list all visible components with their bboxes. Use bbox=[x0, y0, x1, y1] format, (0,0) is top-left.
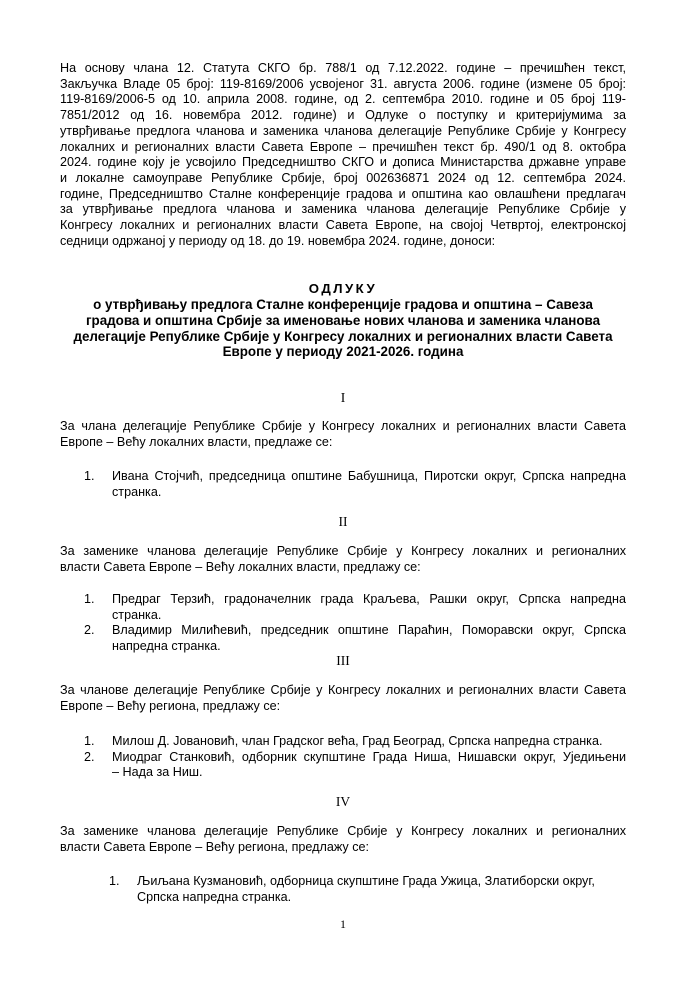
preamble-line: локалних и регионалних власти Савета Европе – пречишћен текст бр. 490/1 од 8. октобра bbox=[60, 139, 626, 154]
section-numeral: III bbox=[336, 653, 350, 668]
section-intro bbox=[60, 683, 626, 714]
preamble-line: Закључка Владе 05 број: 119-8169/2006 усвојеног 31. августа 2006. године (измене 05 број: bbox=[60, 76, 626, 91]
intro-line: власти Савета Европе – Већу локалних власти, предлажу се: bbox=[60, 559, 421, 574]
section-intro bbox=[60, 419, 626, 450]
subtitle-line: делегације Републике Србије у Конгресу локалних и регионалних власти Савета bbox=[73, 328, 613, 344]
preamble-line: Конгресу локалних и регионалних власти Савета Европе, на својој Четвртој, електронској bbox=[60, 218, 626, 233]
item-line: Миодраг Станковић, одборник скупштине Града Ниша, Нишавски округ, Уједињени bbox=[112, 749, 626, 764]
item-line: Предраг Терзић, градоначелник града Краљева, Рашки округ, Српска напредна bbox=[112, 592, 626, 606]
list-item bbox=[84, 734, 626, 750]
list-number: 1. bbox=[109, 874, 120, 888]
item-line: напредна странка. bbox=[112, 639, 221, 654]
item-line: странка. bbox=[112, 484, 162, 499]
list-number: 2. bbox=[84, 623, 95, 638]
nominee-list bbox=[84, 469, 626, 500]
preamble-line: На основу члана 12. Статута СКГО бр. 788/1 од 7.12.2022. године – пречишћен текст, bbox=[60, 61, 626, 75]
intro-line: власти Савета Европе – Већу региона, предлажу се: bbox=[60, 839, 369, 854]
preamble-line: за утврђивање предлога чланова и заменика чланова делегације Републике Србије у bbox=[60, 202, 626, 217]
item-line: странка. bbox=[112, 607, 162, 622]
decision-title: ОДЛУКУ bbox=[308, 281, 378, 296]
list-number: 2. bbox=[84, 749, 95, 764]
preamble-line: седници одржаној у периоду од 18. до 19. новембра 2024. године, доноси: bbox=[60, 233, 496, 248]
preamble-paragraph bbox=[60, 61, 626, 249]
item-line: Владимир Милићевић, председник општине Параћин, Поморавски округ, Српска bbox=[112, 623, 626, 638]
intro-line: За заменике чланова делегације Републике Србије у Конгресу локалних и регионалних bbox=[60, 544, 626, 558]
list-item bbox=[84, 623, 626, 654]
preamble-line: и локалне самоуправе Републике Србије, број 002636871 2024 од 12. септембра 2024. bbox=[60, 170, 626, 185]
section-intro bbox=[60, 544, 626, 575]
section-numeral: I bbox=[340, 390, 346, 405]
page-number: 1 bbox=[340, 917, 346, 931]
list-item bbox=[84, 469, 626, 500]
intro-line: Европе – Већу локалних власти, предлаже се: bbox=[60, 434, 333, 449]
preamble-line: 7851/2012 од 16. новембра 2012. године) и Одлуке о поступку и критеријумима за bbox=[60, 108, 626, 123]
preamble-line: 2024. године коју је усвојило Председништво СКГО и дописа Министарства државне управе bbox=[60, 155, 626, 170]
intro-line: Европе – Већу региона, предлажу се: bbox=[60, 698, 281, 713]
list-number: 1. bbox=[84, 592, 95, 606]
intro-line: За чланове делегације Републике Србије у Конгресу локалних и регионалних власти Савета bbox=[60, 683, 626, 697]
preamble-line: године, Председништво Сталне конференције градова и општина као овлашћени предлагач bbox=[60, 186, 626, 201]
list-item bbox=[109, 874, 609, 905]
list-number: 1. bbox=[84, 734, 95, 748]
preamble-line: 119-8169/2006-5 од 10. априла 2008. године, од 2. септембра 2010. године и 05 број 119- bbox=[60, 92, 626, 107]
nominee-list bbox=[109, 874, 609, 905]
item-line: Милош Д. Јовановић, члан Градског већа, Град Београд, Српска напредна странка. bbox=[112, 734, 603, 748]
subtitle-line: градова и општина Србије за именовање нових чланова и заменика чланова bbox=[85, 312, 601, 328]
list-number: 1. bbox=[84, 469, 95, 483]
intro-line: За заменике чланова делегације Републике Србије у Конгресу локалних и регионалних bbox=[60, 824, 626, 838]
section-intro bbox=[60, 824, 626, 855]
item-line: Српска напредна странка. bbox=[137, 889, 292, 904]
item-line: Љиљана Кузмановић, одборница скупштине Града Ужица, Златиборски округ, bbox=[137, 874, 595, 888]
subtitle-line: о утврђивању предлога Сталне конференције градова и општина – Савеза bbox=[93, 297, 593, 312]
intro-line: За члана делегације Републике Србије у Конгресу локалних и регионалних власти Савета bbox=[60, 419, 626, 433]
decision-subtitle bbox=[60, 297, 626, 360]
nominee-list bbox=[84, 592, 626, 655]
list-item bbox=[84, 750, 626, 781]
section-numeral: II bbox=[338, 514, 348, 529]
list-item bbox=[84, 592, 626, 623]
section-numeral: IV bbox=[335, 794, 351, 809]
nominee-list bbox=[84, 734, 626, 781]
item-line: – Нада за Ниш. bbox=[112, 765, 203, 780]
subtitle-line: Европе у периоду 2021-2026. година bbox=[222, 344, 464, 360]
item-line: Ивана Стојчић, председница општине Бабушница, Пиротски округ, Српска напредна bbox=[112, 469, 626, 483]
preamble-line: утврђивање предлога чланова и заменика чланова делегације Републике Србије у Конгресу bbox=[60, 123, 626, 138]
